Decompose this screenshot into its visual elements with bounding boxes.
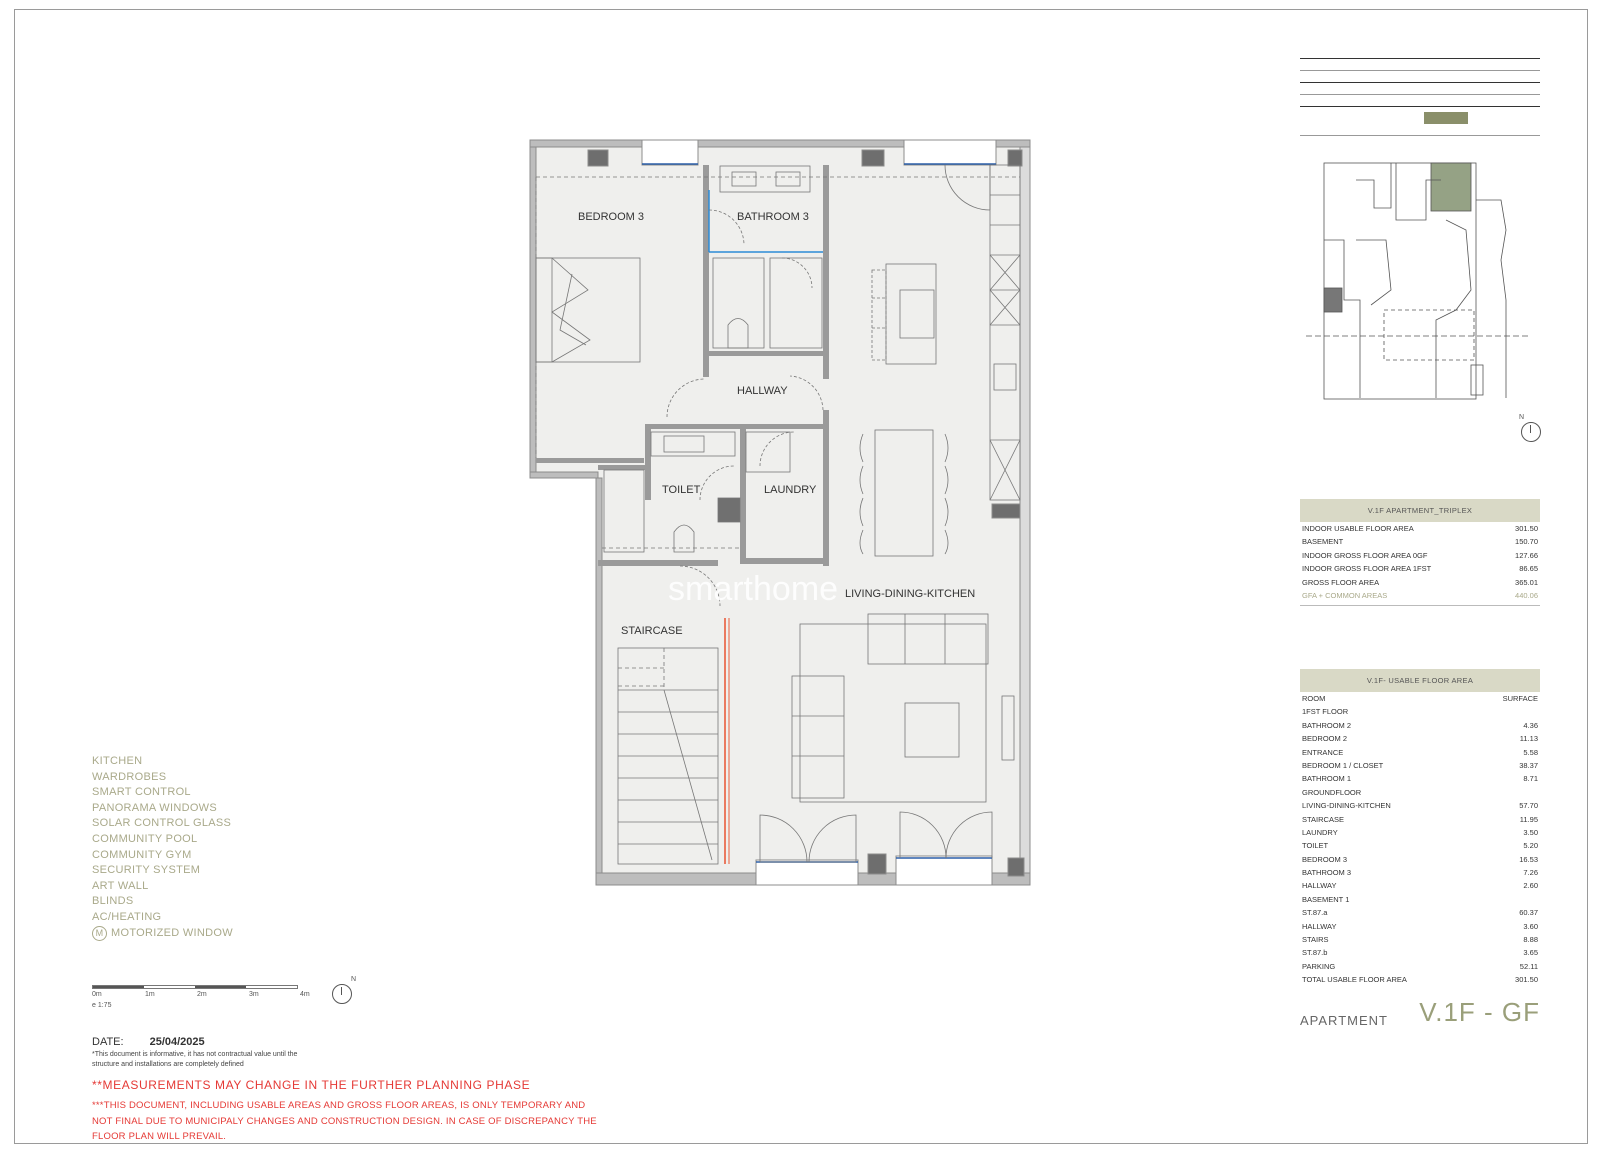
label-staircase: STAIRCASE (621, 625, 683, 637)
feature-item: COMMUNITY GYM (92, 848, 192, 861)
label-hallway: HALLWAY (737, 385, 788, 397)
feature-motorized (92, 926, 233, 942)
table-row: ST.87.a 60.37 (1302, 908, 1538, 918)
feature-item: SMART CONTROL (92, 786, 191, 799)
warning-main: **MEASUREMENTS MAY CHANGE IN THE FURTHER PLANNING PHASE (92, 1078, 531, 1092)
scale-tick: 3m (249, 991, 259, 998)
apartment-code: V.1F - GF (1419, 997, 1540, 1027)
table-row-common: GFA + COMMON AREAS 440.06 (1302, 590, 1538, 600)
table-row: TOILET 5.20 (1302, 841, 1538, 851)
table-row: BEDROOM 1 / CLOSET 38.37 (1302, 760, 1538, 770)
table-row: ENTRANCE 5.58 (1302, 747, 1538, 757)
north-label: N (351, 976, 357, 983)
usable-table-title: V.1F- USABLE FLOOR AREA (1300, 669, 1540, 692)
feature-item: SOLAR CONTROL GLASS (92, 817, 232, 830)
table-header-row: ROOM SURFACE (1302, 694, 1538, 703)
summary-table (1300, 499, 1540, 606)
table-row: HALLWAY 3.60 (1302, 921, 1538, 931)
table-row: INDOOR GROSS FLOOR AREA 0GF 127.66 (1302, 550, 1538, 560)
summary-table-title: V.1F APARTMENT_TRIPLEX (1300, 499, 1540, 522)
table-row: LAUNDRY 3.50 (1302, 827, 1538, 837)
table-row: BEDROOM 2 11.13 (1302, 734, 1538, 744)
apartment-label: APARTMENT (1300, 1013, 1388, 1028)
table-row: BATHROOM 1 8.71 (1302, 774, 1538, 784)
scale-ticks (92, 989, 322, 1001)
label-laundry: LAUNDRY (764, 484, 817, 496)
scale-tick: 4m (300, 991, 310, 998)
table-row: 1FST FLOOR (1302, 707, 1349, 717)
table-row-total: TOTAL USABLE FLOOR AREA 301.50 (1302, 975, 1538, 985)
table-row: BASEMENT 1 (1302, 894, 1350, 904)
north-arrow-icon (332, 976, 357, 1004)
table-row: STAIRS 8.88 (1302, 935, 1538, 945)
table-row: GROSS FLOOR AREA 365.01 (1302, 577, 1538, 587)
feature-item: WARDROBES (92, 770, 167, 783)
table-row: BATHROOM 2 4.36 (1302, 720, 1538, 730)
table-row: INDOOR GROSS FLOOR AREA 1FST 86.65 (1302, 564, 1538, 574)
scale-tick: 0m (92, 991, 102, 998)
scale-bar (92, 985, 322, 1009)
table-row: STAIRCASE 11.95 (1302, 814, 1538, 824)
apartment-title (1300, 997, 1540, 1028)
feature-item: ART WALL (92, 879, 149, 892)
feature-item: BLINDS (92, 895, 134, 908)
table-row: BATHROOM 3 7.26 (1302, 868, 1538, 878)
table-row: LIVING-DINING-KITCHEN 57.70 (1302, 801, 1538, 811)
scale-tick: 1m (145, 991, 155, 998)
usable-area-table (1300, 669, 1540, 987)
key-plan (1296, 160, 1536, 405)
label-bathroom3: BATHROOM 3 (737, 211, 809, 223)
feature-item: KITCHEN (92, 755, 143, 767)
table-row: PARKING 52.11 (1302, 961, 1538, 971)
label-bedroom3: BEDROOM 3 (578, 211, 645, 223)
keyplan-north-icon (1519, 414, 1541, 442)
disclaimer: *This document is informative, it has not contractual value until the structure and installations are completely defined (92, 1051, 298, 1068)
feature-item: COMMUNITY POOL (92, 832, 198, 845)
table-row: BEDROOM 3 16.53 (1302, 854, 1538, 864)
date-row (92, 1036, 205, 1048)
scale-ratio: e 1:75 (92, 1002, 112, 1009)
motorized-icon: M (92, 926, 107, 941)
motorized-label: MOTORIZED WINDOW (111, 926, 233, 939)
warning-detail: ***THIS DOCUMENT, INCLUDING USABLE AREAS AND GROSS FLOOR AREAS, IS ONLY TEMPORARY AND NOT FINAL DUE TO MUNICIPALY CHANGES AND CONSTRUCTION DESIGN. IN CASE OF DISCREPANCY THE FLOOR PLAN WILL PREVAIL. (92, 1100, 597, 1142)
label-living: LIVING-DINING-KITCHEN (845, 588, 976, 600)
watermark: smarthome (668, 570, 839, 608)
keyplan-north-label: N (1519, 414, 1525, 421)
feature-item: SECURITY SYSTEM (92, 864, 201, 877)
table-row: GROUNDFLOOR (1302, 787, 1362, 797)
table-row: INDOOR USABLE FLOOR AREA 301.50 (1302, 524, 1538, 533)
line-legend (1300, 58, 1540, 147)
table-row: HALLWAY 2.60 (1302, 881, 1538, 891)
date-value: 25/04/2025 (149, 1036, 205, 1048)
features-list (92, 754, 233, 941)
label-toilet: TOILET (662, 484, 701, 496)
table-row: BASEMENT 150.70 (1302, 537, 1538, 547)
feature-item: AC/HEATING (92, 910, 162, 923)
date-label: DATE: (92, 1036, 124, 1048)
table-row: ST.87.b 3.65 (1302, 948, 1538, 958)
scale-tick: 2m (197, 991, 207, 998)
feature-item: PANORAMA WINDOWS (92, 801, 217, 814)
